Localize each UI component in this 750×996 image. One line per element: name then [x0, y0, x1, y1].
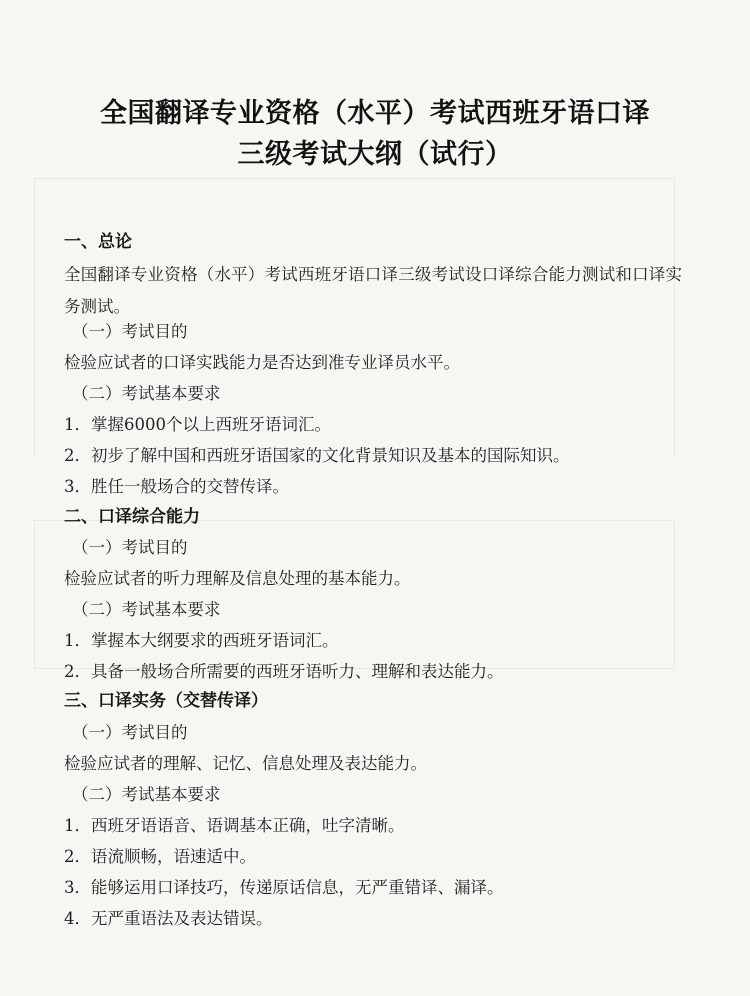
section-1-item: 2．初步了解中国和西班牙语国家的文化背景知识及基本的国际知识。: [64, 446, 570, 465]
section-2-item: 2．具备一般场合所需要的西班牙语听力、理解和表达能力。: [64, 662, 504, 681]
section-2-sub-1-text: 检验应试者的听力理解及信息处理的基本能力。: [64, 569, 411, 588]
document-title-line-1: 全国翻译专业资格（水平）考试西班牙语口译: [100, 98, 650, 129]
section-3-sub-1-text: 检验应试者的理解、记忆、信息处理及表达能力。: [64, 754, 427, 773]
section-2-sub-2-heading: （二）考试基本要求: [72, 600, 221, 619]
section-3-heading: 三、口译实务（交替传译）: [64, 691, 268, 711]
section-1-heading: 一、总论: [64, 232, 132, 252]
section-1-item: 1．掌握6000个以上西班牙语词汇。: [64, 415, 331, 434]
section-1-sub-2-heading: （二）考试基本要求: [72, 384, 221, 403]
bleed-through-rule: [674, 520, 675, 668]
section-2-sub-1-heading: （一）考试目的: [72, 538, 188, 557]
bleed-through-rule: [34, 178, 674, 179]
section-3-item: 2．语流顺畅，语速适中。: [64, 847, 256, 866]
section-2-heading: 二、口译综合能力: [64, 507, 200, 527]
section-3-sub-2-heading: （二）考试基本要求: [72, 785, 221, 804]
bleed-through-rule: [34, 520, 35, 668]
document-title-line-2: 三级考试大纲（试行）: [237, 139, 513, 170]
section-1-sub-1-heading: （一）考试目的: [72, 322, 188, 341]
section-3-item: 1．西班牙语语音、语调基本正确，吐字清晰。: [64, 816, 405, 835]
section-1-intro: 全国翻译专业资格（水平）考试西班牙语口译三级考试设口译综合能力测试和口译实务测试。: [64, 265, 682, 316]
section-2-item: 1．掌握本大纲要求的西班牙语词汇。: [64, 631, 339, 650]
section-3-item: 4．无严重语法及表达错误。: [64, 909, 273, 928]
section-1-item: 3．胜任一般场合的交替传译。: [64, 477, 289, 496]
section-3-item: 3．能够运用口译技巧，传递原话信息，无严重错译、漏译。: [64, 878, 504, 897]
section-3-sub-1-heading: （一）考试目的: [72, 723, 188, 742]
section-1-sub-1-text: 检验应试者的口译实践能力是否达到准专业译员水平。: [64, 353, 460, 372]
bleed-through-rule: [34, 178, 35, 458]
